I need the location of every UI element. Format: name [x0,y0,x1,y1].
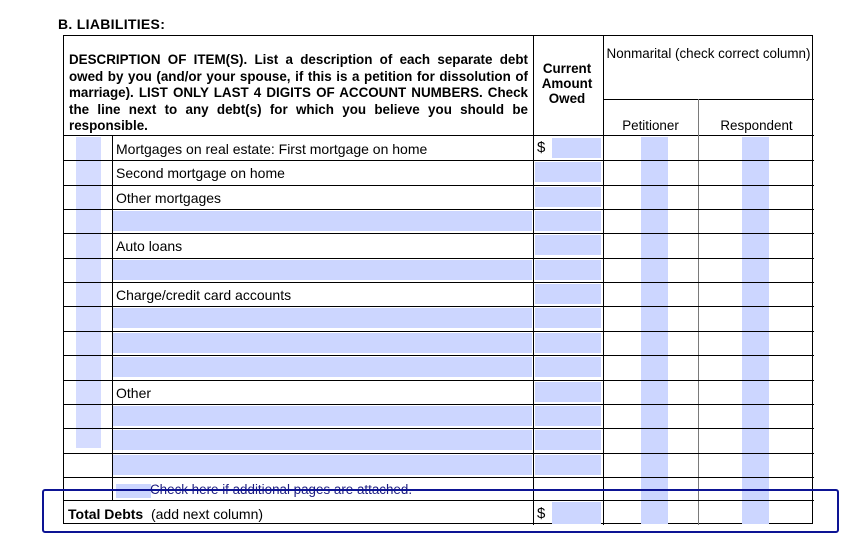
amount-header: Current Amount Owed [541,61,593,106]
row-label: Other [116,385,152,401]
amount-column-line [533,36,534,525]
total-highlight-box [42,489,839,533]
row-divider [64,355,814,356]
row-label: Second mortgage on home [116,165,285,181]
amount-field[interactable] [535,430,601,450]
row-divider [64,404,814,405]
row-label: Other mortgages [116,190,222,206]
row-label: Mortgages on real estate: First mortgage on home [116,141,428,157]
additional-pages-label: Check here if additional pages are attached. [150,482,413,497]
total-debts-note: (add next column) [150,506,264,522]
amount-field[interactable] [535,187,601,207]
amount-field[interactable] [535,308,601,328]
amount-field[interactable] [535,235,601,255]
description-header: DESCRIPTION OF ITEM(S). List a description of each separate debt owed by you (and/or your spouse, if this is a petition for dissolution of marriage). LIST ONLY LAST 4 DIGITS OF ACCOUNT NUMBERS. Check the line next to any debt(s) for which you believe you should be responsible. [69,52,528,134]
petitioner-column-line [698,99,699,525]
description-field[interactable] [113,211,532,231]
amount-field[interactable] [552,138,601,158]
description-field[interactable] [113,357,532,377]
description-field[interactable] [113,308,532,328]
nonmarital-divider [603,99,814,100]
amount-field[interactable] [535,211,601,231]
row-divider [64,233,814,234]
nonmarital-column-line [603,36,604,525]
row-divider [64,331,814,332]
row-divider [64,258,814,259]
amount-field[interactable] [535,162,601,182]
header-bottom-line [64,135,814,136]
row-divider [64,477,814,478]
section-title: B. LIABILITIES: [58,16,166,32]
row-label: Charge/credit card accounts [116,287,292,303]
respondent-header: Respondent [720,118,793,133]
row-divider [64,453,814,454]
amount-field[interactable] [535,357,601,377]
total-dollar-sign: $ [537,505,546,522]
description-field[interactable] [113,455,532,475]
row-divider [64,306,814,307]
responsible-check-strip[interactable] [76,137,101,448]
total-debts-title: Total Debts [68,506,144,522]
dollar-sign: $ [537,139,546,156]
row-divider [64,380,814,381]
row-divider [64,209,814,210]
nonmarital-header: Nonmarital (check correct column) [606,46,811,61]
row-divider [64,282,814,283]
description-field[interactable] [113,333,532,353]
row-divider [64,160,814,161]
row-label: Auto loans [116,238,183,254]
amount-field[interactable] [535,406,601,426]
petitioner-header: Petitioner [622,118,679,133]
liabilities-table [63,35,813,524]
amount-field[interactable] [535,455,601,475]
amount-field[interactable] [535,284,601,304]
description-field[interactable] [113,406,532,426]
description-field[interactable] [113,260,532,280]
amount-field[interactable] [535,333,601,353]
description-field[interactable] [113,430,532,450]
amount-field[interactable] [535,382,601,402]
row-divider [64,428,814,429]
amount-field[interactable] [535,260,601,280]
row-divider [64,185,814,186]
